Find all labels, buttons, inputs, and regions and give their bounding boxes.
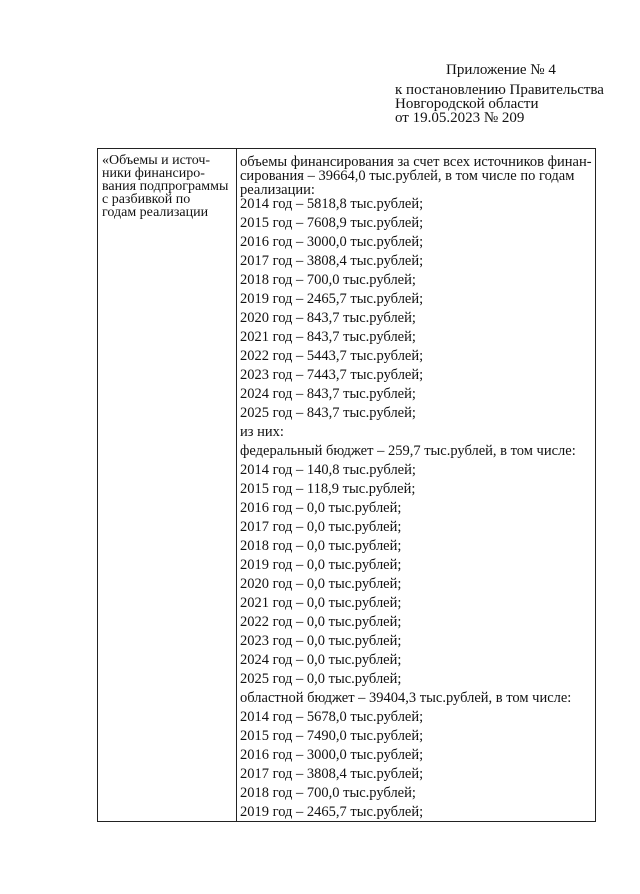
financing-row: 2016 год – 3000,0 тыс.рублей;: [240, 234, 424, 250]
parameter-name-line: с разбивкой по: [102, 192, 191, 207]
financing-intro: [240, 155, 592, 197]
financing-row: 2020 год – 0,0 тыс.рублей;: [240, 576, 402, 592]
financing-row: 2020 год – 843,7 тыс.рублей;: [240, 310, 416, 326]
intro-line: сирования – 39664,0 тыс.рублей, в том числе по годам: [240, 168, 575, 184]
financing-row: 2016 год – 0,0 тыс.рублей;: [240, 500, 402, 516]
financing-row: 2018 год – 0,0 тыс.рублей;: [240, 538, 402, 554]
financing-row: 2014 год – 5678,0 тыс.рублей;: [240, 709, 424, 725]
parameter-name-line: «Объемы и источ-: [102, 153, 211, 168]
column-divider: [236, 148, 237, 822]
financing-row: 2023 год – 0,0 тыс.рублей;: [240, 633, 402, 649]
financing-row: 2014 год – 5818,8 тыс.рублей;: [240, 196, 424, 212]
financing-row: 2019 год – 0,0 тыс.рублей;: [240, 557, 402, 573]
resolution-line: к постановлению Правительства: [395, 82, 604, 98]
financing-row: 2023 год – 7443,7 тыс.рублей;: [240, 367, 424, 383]
parameter-name-line: вания подпрограммы: [102, 179, 229, 194]
financing-row: 2018 год – 700,0 тыс.рублей;: [240, 785, 416, 801]
resolution-line: от 19.05.2023 № 209: [395, 110, 525, 126]
financing-row: 2017 год – 3808,4 тыс.рублей;: [240, 766, 424, 782]
financing-row: 2015 год – 7490,0 тыс.рублей;: [240, 728, 424, 744]
resolution-reference: [395, 83, 604, 125]
financing-row: областной бюджет – 39404,3 тыс.рублей, в том числе:: [240, 690, 572, 706]
financing-row: 2015 год – 7608,9 тыс.рублей;: [240, 215, 424, 231]
financing-row: 2024 год – 843,7 тыс.рублей;: [240, 386, 416, 402]
financing-row: 2016 год – 3000,0 тыс.рублей;: [240, 747, 424, 763]
financing-row: из них:: [240, 424, 284, 440]
parameter-name-line: ники финансиро-: [102, 166, 205, 181]
financing-row: 2021 год – 843,7 тыс.рублей;: [240, 329, 416, 345]
intro-line: объемы финансирования за счет всех источников финан-: [240, 154, 592, 170]
financing-row: 2021 год – 0,0 тыс.рублей;: [240, 595, 402, 611]
financing-row: федеральный бюджет – 259,7 тыс.рублей, в том числе:: [240, 443, 576, 459]
financing-row: 2017 год – 3808,4 тыс.рублей;: [240, 253, 424, 269]
financing-row: 2015 год – 118,9 тыс.рублей;: [240, 481, 416, 497]
financing-rows: [240, 195, 592, 822]
parameter-name-cell: [102, 154, 232, 219]
financing-row: 2019 год – 2465,7 тыс.рублей;: [240, 291, 424, 307]
financing-row: 2014 год – 140,8 тыс.рублей;: [240, 462, 416, 478]
intro-line: реализации:: [240, 182, 315, 198]
appendix-title: Приложение № 4: [446, 62, 556, 78]
financing-row: 2024 год – 0,0 тыс.рублей;: [240, 652, 402, 668]
parameter-name-line: годам реализации: [102, 205, 209, 220]
financing-row: 2022 год – 5443,7 тыс.рублей;: [240, 348, 424, 364]
financing-row: 2025 год – 843,7 тыс.рублей;: [240, 405, 416, 421]
financing-row: 2017 год – 0,0 тыс.рублей;: [240, 519, 402, 535]
financing-row: 2025 год – 0,0 тыс.рублей;: [240, 671, 402, 687]
financing-row: 2022 год – 0,0 тыс.рублей;: [240, 614, 402, 630]
resolution-line: Новгородской области: [395, 96, 539, 112]
financing-row: 2018 год – 700,0 тыс.рублей;: [240, 272, 416, 288]
financing-row: 2019 год – 2465,7 тыс.рублей;: [240, 804, 424, 820]
